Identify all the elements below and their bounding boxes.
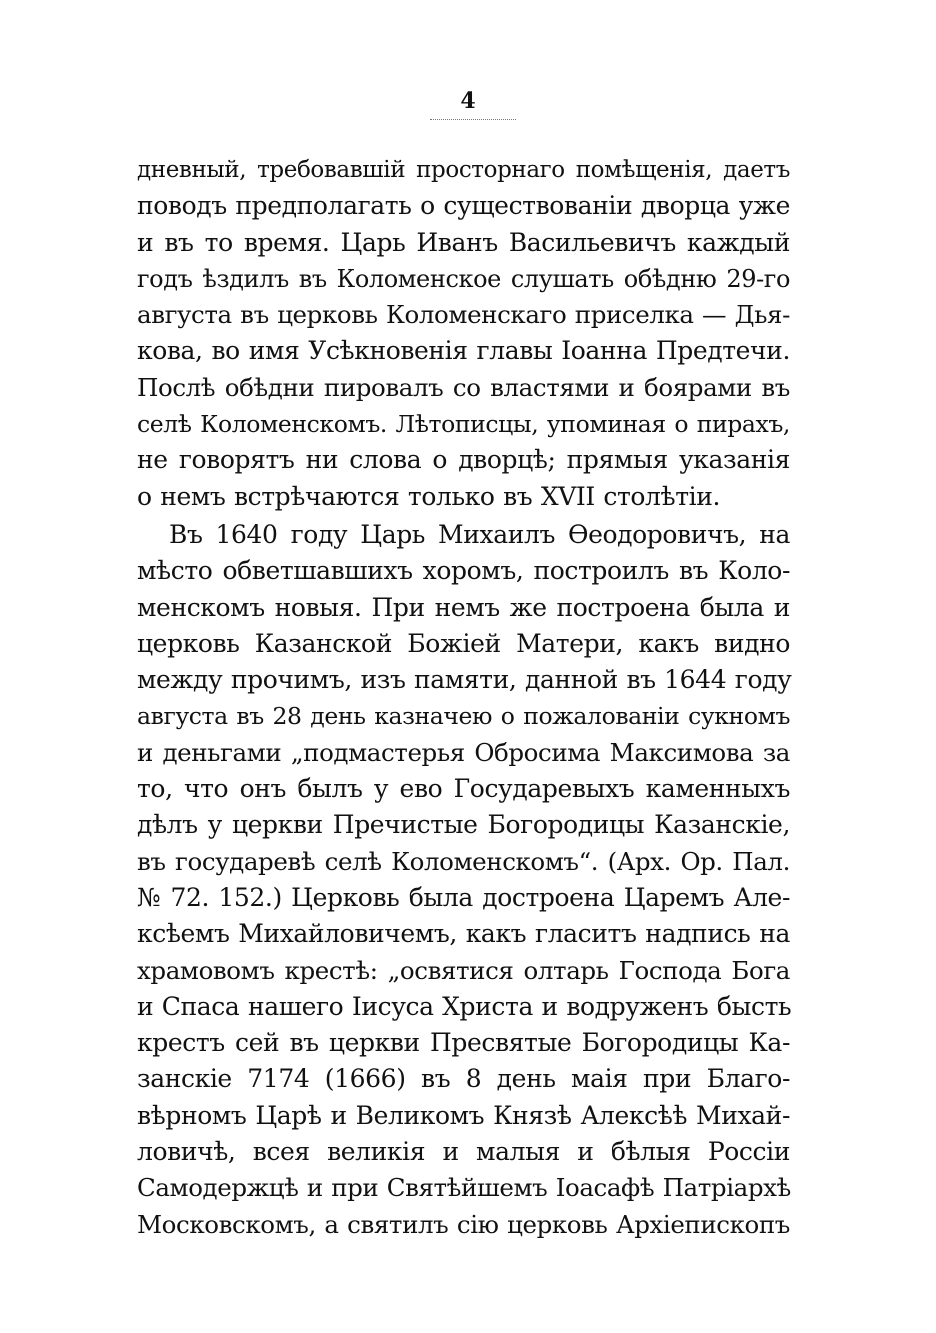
text-line: не говорятъ ни слова о дворцѣ; прямыя указанія: [137, 445, 790, 475]
text-line: мѣсто обветшавшихъ хоромъ, построилъ въ Коло-: [137, 556, 790, 586]
text-line: Послѣ обѣдни пировалъ со властями и боярами въ: [137, 372, 790, 402]
text-line: Самодержцѣ и при Святѣйшемъ Іоасафѣ Патріархѣ: [137, 1173, 791, 1203]
text-line: и деньгами „подмастерья Обросима Максимова за: [137, 737, 790, 767]
body-text: [137, 152, 790, 1243]
text-line: о немъ встрѣчаются только въ XVII столѣтіи.: [137, 481, 721, 511]
text-line: ловичѣ, всея великія и малыя и бѣлыя Россіи: [137, 1137, 790, 1167]
text-line: и въ то время. Царь Иванъ Васильевичъ каждый: [137, 227, 790, 257]
text-line: Въ 1640 году Царь Михаилъ Ѳеодоровичъ, на: [169, 519, 790, 549]
text-line: селѣ Коломенскомъ. Лѣтописцы, упоминая о пирахъ,: [137, 410, 790, 439]
text-line: между прочимъ, изъ памяти, данной въ 1644 году: [137, 665, 792, 695]
text-line: дѣлъ у церкви Пречистые Богородицы Казанскіе,: [137, 810, 790, 840]
text-line: кова, во имя Усѣкновенія главы Іоанна Предтечи.: [137, 336, 790, 366]
text-line: занскіе 7174 (1666) въ 8 день маія при Благо-: [137, 1064, 790, 1094]
text-line: храмовомъ крестѣ: „освятися олтарь Господа Бога: [137, 955, 790, 985]
page-number: 4: [460, 88, 476, 114]
text-line: августа въ 28 день казначею о пожалованіи сукномъ: [137, 702, 790, 731]
text-line: то, что онъ былъ у ево Государевыхъ каменныхъ: [137, 774, 790, 804]
text-line: крестъ сей въ церкви Пресвятые Богородицы Ка-: [137, 1028, 790, 1058]
header-rule: [430, 119, 516, 120]
text-line: поводъ предполагать о существованіи дворца уже: [137, 191, 790, 221]
text-line: вѣрномъ Царѣ и Великомъ Князѣ Алексѣѣ Михай-: [137, 1100, 790, 1130]
text-line: Московскомъ, а святилъ сію церковь Архіепископъ: [137, 1209, 790, 1239]
text-line: въ государевѣ селѣ Коломенскомъ“. (Арх. Ор. Пал.: [137, 846, 790, 876]
text-line: ксѣемъ Михайловичемъ, какъ гласитъ надпись на: [137, 919, 790, 949]
text-line: менскомъ новыя. При немъ же построена была и: [137, 592, 790, 622]
text-line: годъ ѣздилъ въ Коломенское слушать обѣдню 29-го: [137, 264, 790, 293]
text-line: церковь Казанской Божіей Матери, какъ видно: [137, 628, 790, 658]
text-line: дневный, требовавшій просторнаго помѣщенія, даетъ: [137, 157, 790, 183]
text-line: и Спаса нашего Іисуса Христа и водруженъ бысть: [137, 991, 792, 1021]
text-line: № 72. 152.) Церковь была достроена Царемъ Але-: [137, 882, 790, 912]
text-line: августа въ церковь Коломенскаго приселка — Дья-: [137, 300, 790, 330]
